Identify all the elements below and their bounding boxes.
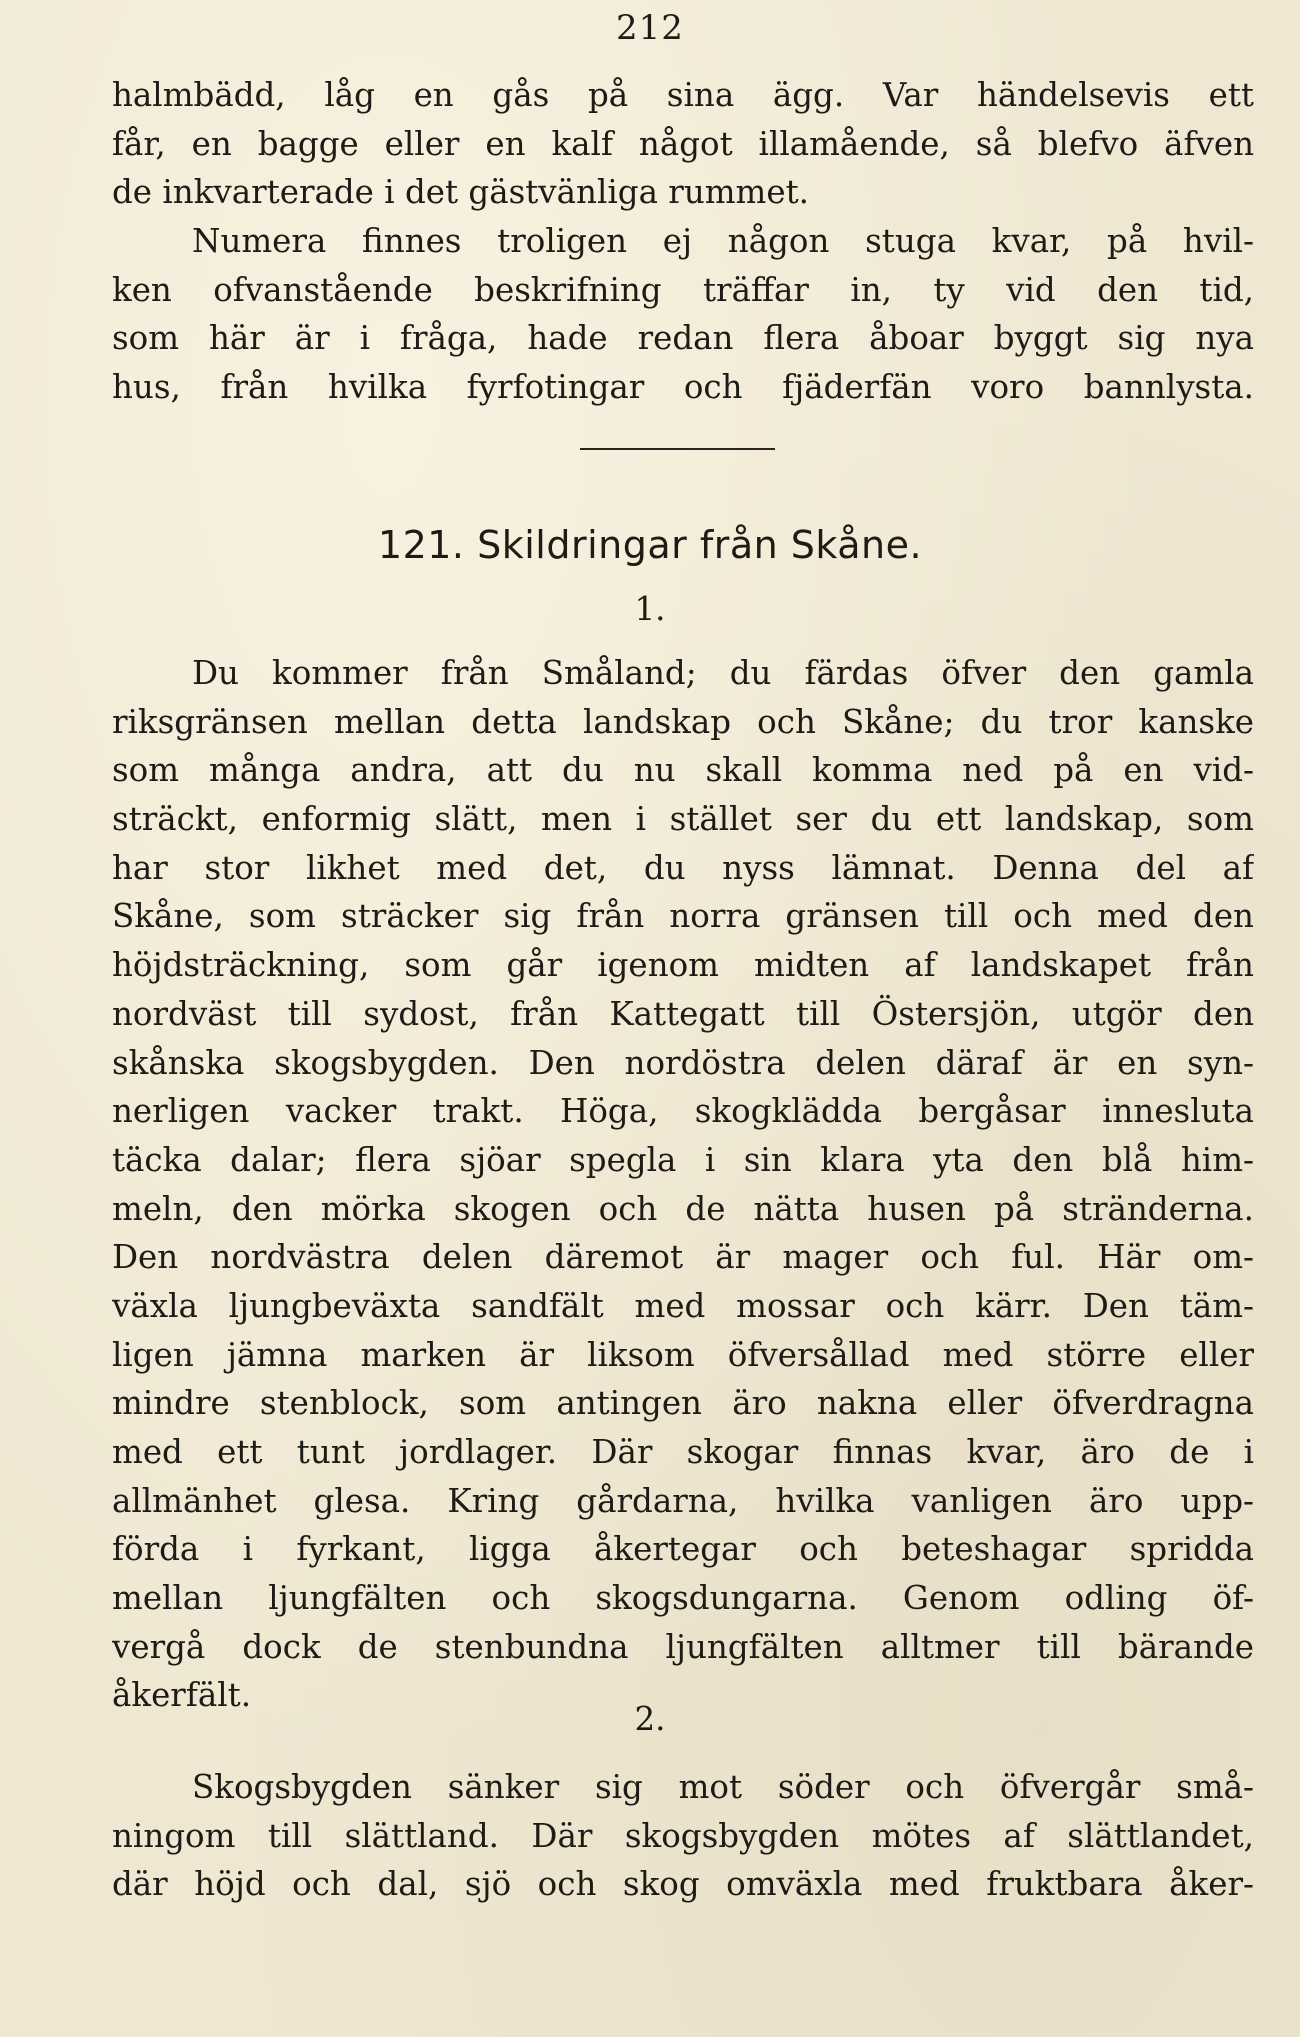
text-line: med ett tunt jordlager. Där skogar finnas kvar, äro de i — [112, 1433, 1254, 1471]
text-line: ningom till slättland. Där skogsbygden mötes af slättlandet, — [112, 1816, 1254, 1855]
text-line: åkerfält. — [112, 1676, 252, 1715]
text-line: mindre stenblock, som antingen äro nakna eller öfverdragna — [112, 1384, 1254, 1423]
text-line: Skåne, som sträcker sig från norra gränsen till och med den — [112, 897, 1254, 936]
text-line: får, en bagge eller en kalf något illamående, så blefvo äfven — [112, 124, 1254, 163]
text-line: nordväst till sydost, från Kattegatt till Östersjön, utgör den — [112, 994, 1254, 1033]
text-line: ken ofvanstående beskrifning träffar in, ty vid den tid, — [112, 270, 1254, 309]
text-line: täcka dalar; flera sjöar spegla i sin klara yta den blå him- — [112, 1140, 1254, 1179]
text-line: Skogsbygden sänker sig mot söder och öfvergår små- — [192, 1768, 1254, 1806]
page-number: 212 — [616, 8, 684, 48]
continuation-paragraphs — [112, 71, 1254, 412]
text-line: växla ljungbeväxta sandfält med mossar och kärr. Den täm- — [112, 1286, 1254, 1325]
subsection-number: 2. — [634, 1700, 666, 1738]
text-line: meln, den mörka skogen och de nätta husen på stränderna. — [112, 1189, 1254, 1228]
text-line: som här är i fråga, hade redan flera åboar byggt sig nya — [112, 319, 1254, 358]
text-line: som många andra, att du nu skall komma ned på en vid- — [112, 751, 1254, 790]
text-line: där höjd och dal, sjö och skog omväxla med fruktbara åker- — [112, 1865, 1254, 1904]
section-heading: 121. Skildringar från Skåne. — [377, 523, 923, 567]
section-divider — [580, 448, 775, 450]
text-line: mellan ljungfälten och skogsdungarna. Genom odling öf- — [112, 1579, 1254, 1618]
text-line: ligen jämna marken är liksom öfversållad med större eller — [112, 1335, 1254, 1374]
subsection-1-paragraph — [112, 649, 1254, 1720]
text-line: Numera finnes troligen ej någon stuga kvar, på hvil- — [192, 222, 1254, 261]
text-line: halmbädd, låg en gås på sina ägg. Var händelsevis ett — [112, 76, 1254, 114]
text-line: Den nordvästra delen däremot är mager och ful. Här om- — [112, 1238, 1254, 1277]
text-line: har stor likhet med det, du nyss lämnat. Denna del af — [112, 848, 1254, 887]
subsection-number: 1. — [634, 590, 666, 628]
text-line: allmänhet glesa. Kring gårdarna, hvilka vanligen äro upp- — [112, 1481, 1254, 1520]
text-line: de inkvarterade i det gästvänliga rummet. — [112, 173, 810, 212]
text-line: vergå dock de stenbundna ljungfälten alltmer till bärande — [112, 1627, 1254, 1666]
text-line: höjdsträckning, som går igenom midten af landskapet från — [112, 946, 1254, 985]
text-line: Du kommer från Småland; du färdas öfver den gamla — [192, 654, 1254, 692]
text-line: nerligen vacker trakt. Höga, skogklädda bergåsar innesluta — [112, 1092, 1254, 1131]
text-line: förda i fyrkant, ligga åkertegar och beteshagar spridda — [112, 1530, 1254, 1569]
text-line: riksgränsen mellan detta landskap och Skåne; du tror kanske — [112, 702, 1254, 741]
text-line: sträckt, enformig slätt, men i stället ser du ett landskap, som — [112, 800, 1254, 839]
text-line: skånska skogsbygden. Den nordöstra delen däraf är en syn- — [112, 1043, 1254, 1082]
subsection-2-paragraph — [112, 1763, 1254, 1909]
text-line: hus, från hvilka fyrfotingar och fjäderfän voro bannlysta. — [112, 368, 1254, 407]
